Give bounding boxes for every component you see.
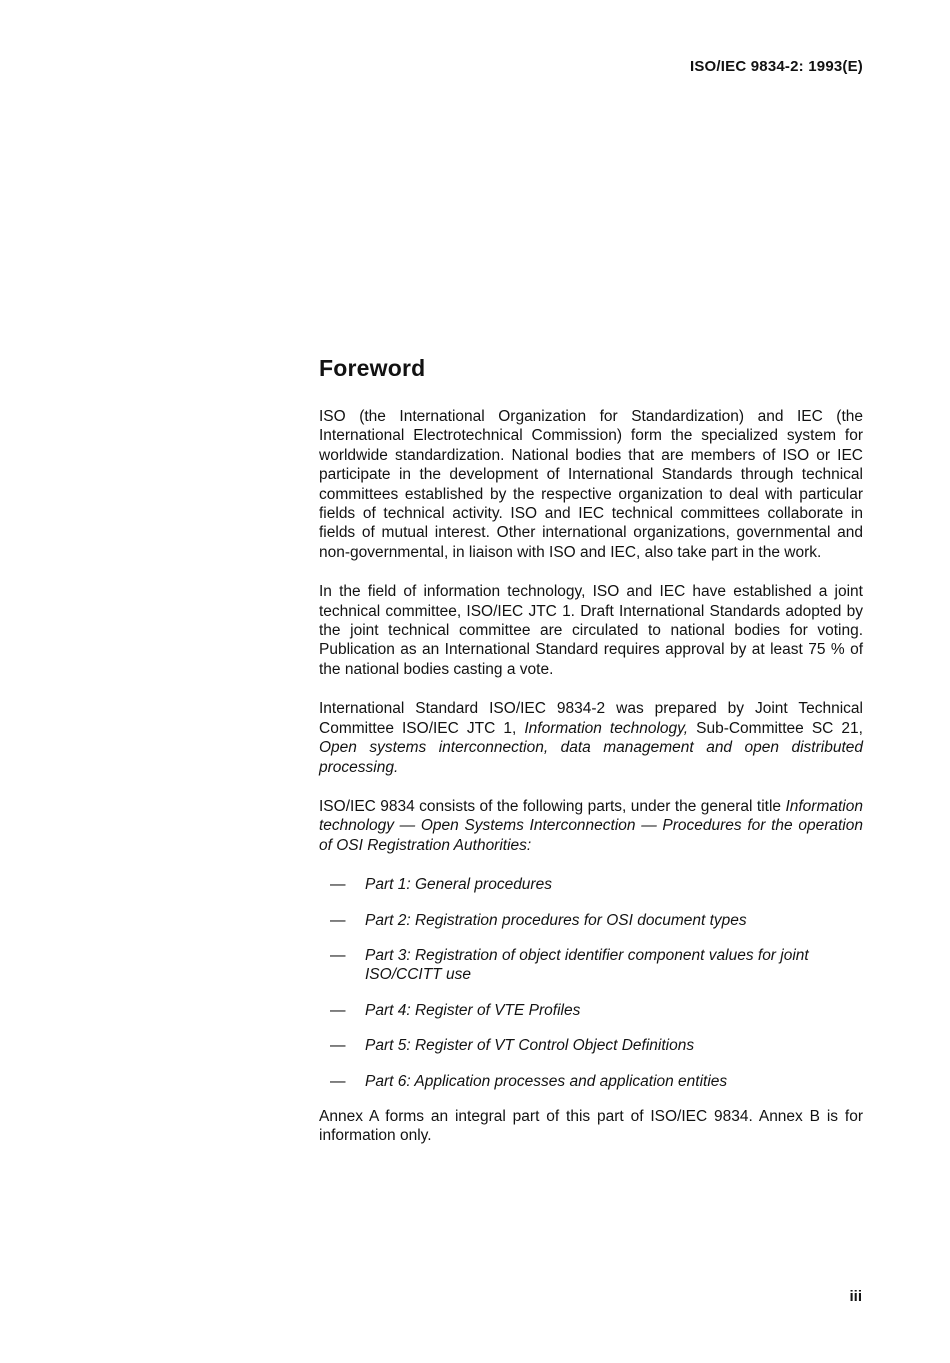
page-number: iii (849, 1288, 862, 1305)
paragraph-jtc1: In the field of information technology, ISO and IEC have established a joint technical committee, ISO/IEC JTC 1. Draft International Standards adopted by the joint technical committee are circulated to national bodies for voting. Publication as an International Standard requires approval by at least 75 % of the national bodies casting a vote. (319, 583, 863, 678)
list-dash: — (330, 1037, 346, 1055)
list-item-part-5 (330, 1036, 863, 1055)
list-item-part-2 (330, 911, 863, 930)
foreword-section (319, 355, 863, 1166)
list-dash: — (330, 876, 346, 894)
list-dash: — (330, 1072, 346, 1090)
paragraph-prepared-by: International Standard ISO/IEC 9834-2 was prepared by Joint Technical Committee ISO/IEC JTC 1, Information technology, Sub-Committee SC 21, Open systems interconnection, data management and open distributed processing. (319, 700, 863, 776)
list-item-part-1 (330, 875, 863, 894)
paragraph-annex-note: Annex A forms an integral part of this part of ISO/IEC 9834. Annex B is for information only. (319, 1107, 863, 1145)
paragraph-iso-iec-intro: ISO (the International Organization for Standardization) and IEC (the International Electrotechnical Commission) form the specialized system for worldwide standardization. National bodies that are members of ISO or IEC participate in the development of International Standards through technical committees established by the respective organization to deal with particular fields of technical activity. ISO and IEC technical committees collaborate in fields of mutual interest. Other international organizations, governmental and non-governmental, in liaison with ISO and IEC, also take part in the work. (319, 408, 863, 561)
parts-list (319, 875, 863, 1091)
list-item-part-3 (330, 946, 863, 985)
list-item-text: Part 2: Registration procedures for OSI document types (365, 911, 747, 929)
paragraph-consists-of-parts: ISO/IEC 9834 consists of the following parts, under the general title Information technology — Open Systems Interconnection — Procedures for the operation of OSI Registration Authorities: (319, 797, 863, 854)
list-item-part-4 (330, 1001, 863, 1020)
list-item-text: Part 1: General procedures (365, 876, 552, 894)
header-document-reference: ISO/IEC 9834-2: 1993(E) (689, 58, 863, 75)
list-dash: — (330, 946, 346, 964)
list-item-text: Part 4: Register of VTE Profiles (365, 1001, 581, 1019)
foreword-title: Foreword (319, 355, 426, 381)
list-item-text: Part 6: Application processes and application entities (365, 1072, 728, 1090)
list-item-text: Part 5: Register of VT Control Object Definitions (365, 1037, 695, 1055)
list-dash: — (330, 1001, 346, 1019)
list-dash: — (330, 911, 346, 929)
list-item-text: Part 3: Registration of object identifier component values for joint ISO/CCITT use (365, 946, 809, 984)
list-item-part-6 (330, 1072, 863, 1091)
